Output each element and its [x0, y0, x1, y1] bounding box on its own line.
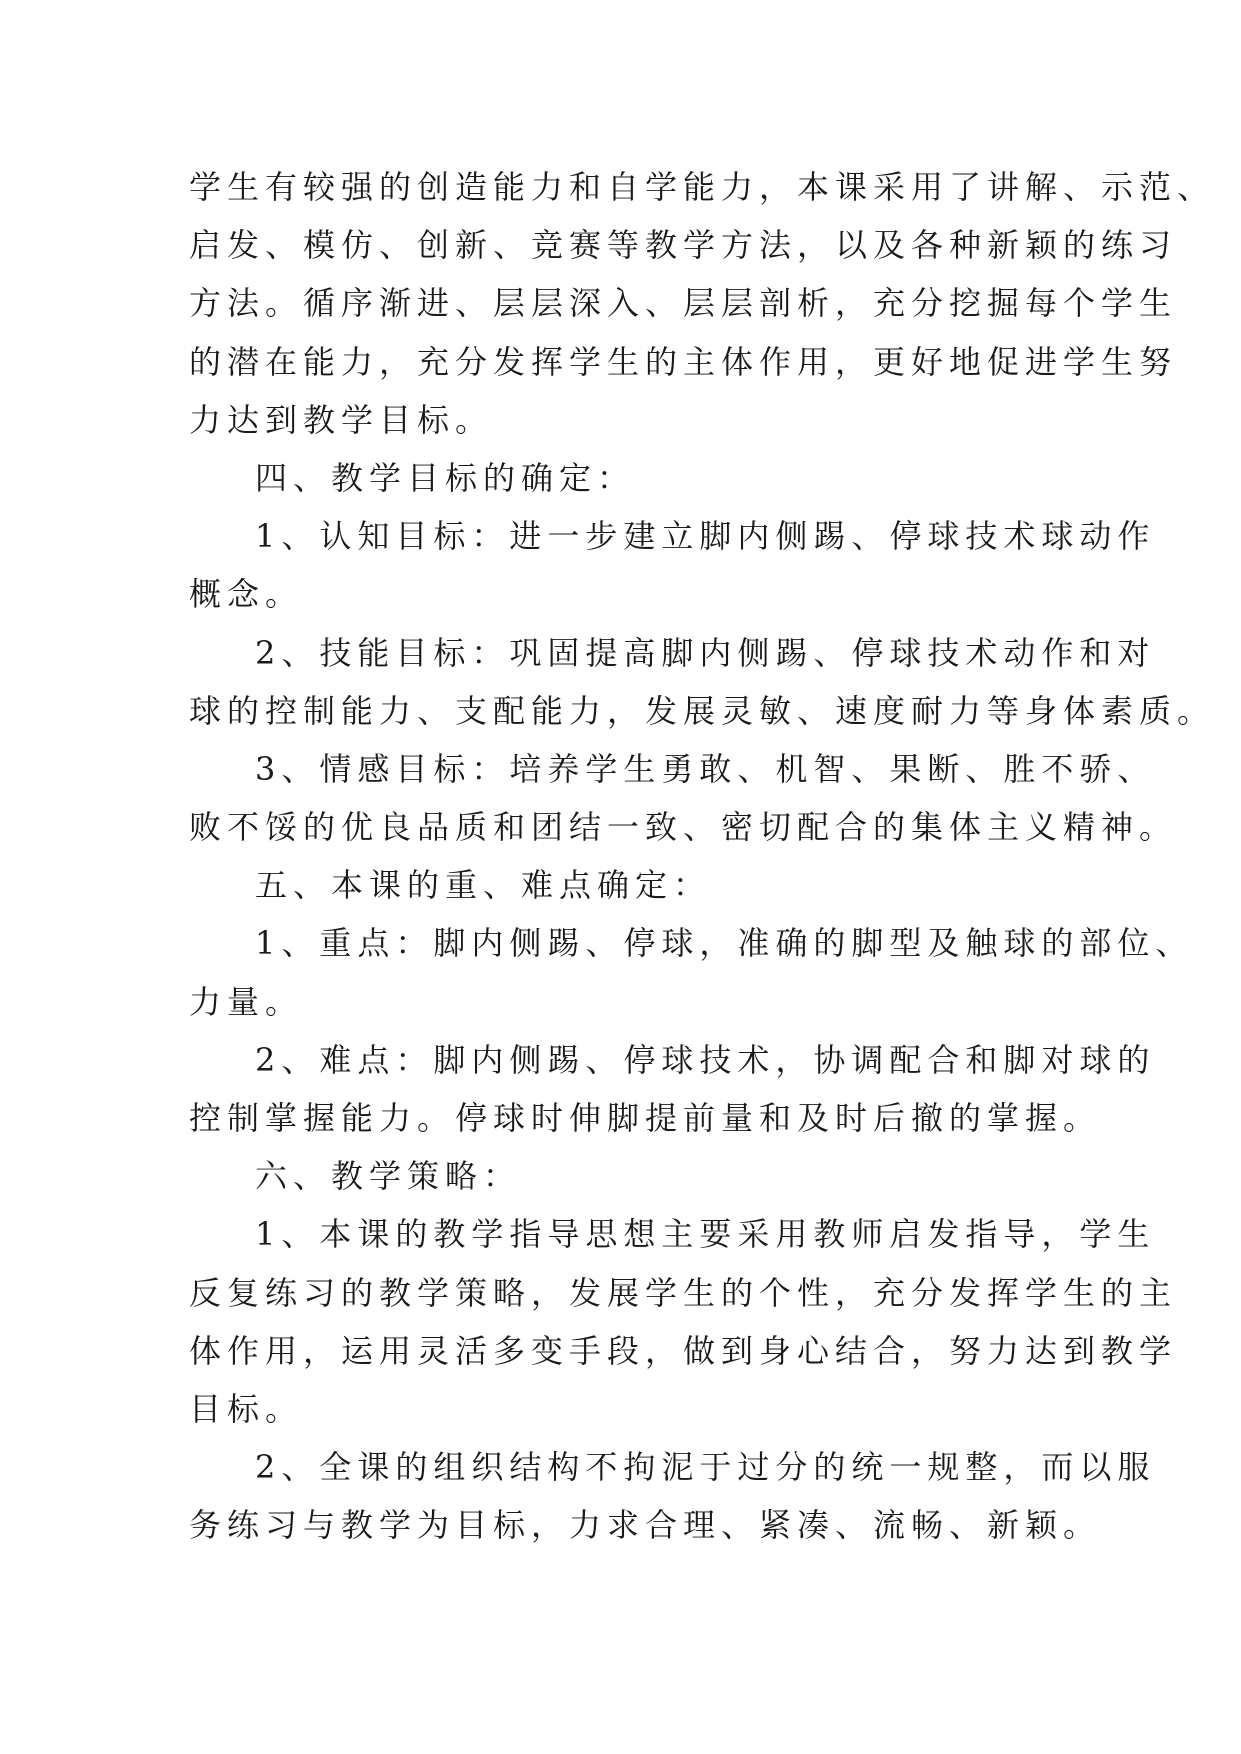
text-line-20: 反复练习的教学策略，发展学生的个性，充分发挥学生的主 — [189, 1273, 1178, 1312]
text-line-19: 1、本课的教学指导思想主要采用教师启发指导，学生 — [255, 1215, 1156, 1254]
text-line-15: 力量。 — [189, 982, 304, 1021]
section-heading-strategy: 六、教学策略： — [255, 1157, 522, 1196]
text-line-1: 学生有较强的创造能力和自学能力，本课采用了讲解、示范、 — [189, 168, 1216, 206]
text-line-17: 控制掌握能力。停球时伸脚提前量和及时后撤的掌握。 — [189, 1099, 1102, 1137]
text-line-8: 概念。 — [189, 575, 304, 614]
text-line-5: 力达到教学目标。 — [189, 400, 494, 439]
text-line-16: 2、难点：脚内侧踢、停球技术，协调配合和脚对球的 — [255, 1040, 1156, 1079]
text-line-3: 方法。循序渐进、层层深入、层层剖析，充分挖掘每个学生 — [189, 284, 1178, 323]
text-line-23: 2、全课的组织结构不拘泥于过分的统一规整，而以服 — [255, 1448, 1156, 1487]
text-line-4: 的潜在能力，充分发挥学生的主体作用，更好地促进学生努 — [189, 342, 1178, 381]
section-heading-key-points: 五、本课的重、难点确定： — [255, 866, 712, 905]
text-line-22: 目标。 — [189, 1389, 304, 1428]
document-body — [189, 158, 1216, 1555]
text-line-11: 3、情感目标：培养学生勇敢、机智、果断、胜不骄、 — [255, 749, 1156, 788]
section-heading-objectives: 四、教学目标的确定： — [255, 458, 636, 497]
text-line-14: 1、重点：脚内侧踢、停球，准确的脚型及触球的部位、 — [255, 924, 1194, 963]
text-line-21: 体作用，运用灵活多变手段，做到身心结合，努力达到教学 — [189, 1331, 1178, 1370]
text-line-10: 球的控制能力、支配能力，发展灵敏、速度耐力等身体素质。 — [189, 691, 1216, 730]
text-line-24: 务练习与教学为目标，力求合理、紧凑、流畅、新颖。 — [189, 1506, 1102, 1545]
text-line-2: 启发、模仿、创新、竞赛等教学方法，以及各种新颖的练习 — [189, 226, 1178, 265]
text-line-12: 败不馁的优良品质和团结一致、密切配合的集体主义精神。 — [189, 808, 1178, 847]
text-line-9: 2、技能目标：巩固提高脚内侧踢、停球技术动作和对 — [255, 633, 1156, 672]
text-line-7: 1、认知目标：进一步建立脚内侧踢、停球技术球动作 — [255, 517, 1156, 556]
